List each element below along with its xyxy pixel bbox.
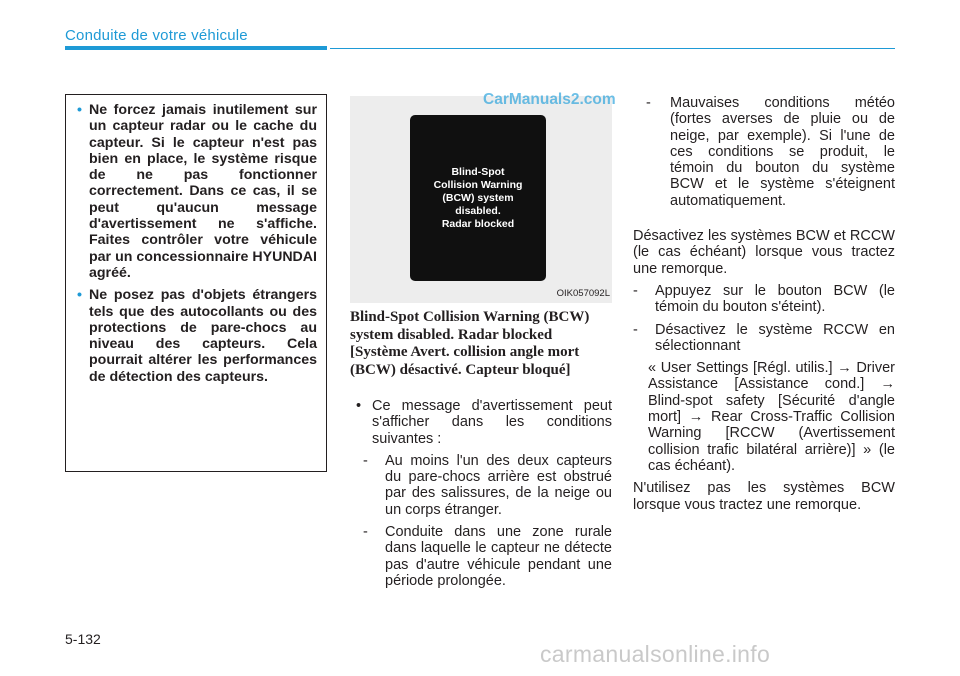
condition-item [363,453,612,518]
condition-text: Conduite dans une zone rurale dans laquelle le capteur ne détecte pas d'autre véhicule pendant une période prolongée. [385,524,612,589]
cluster-figure [350,96,612,303]
step-item [633,322,895,355]
header-rule-thick [65,46,327,50]
warning-item [76,287,317,385]
display-line: Radar blocked [441,217,515,230]
dash-marker: - [363,524,368,541]
display-line: Blind-Spot [451,165,505,178]
display-line: disabled. [455,204,501,217]
section-title: Conduite de votre véhicule [65,27,248,44]
list-item [350,398,612,447]
condition-item [646,95,895,209]
condition-text: Mauvaises conditions météo (fortes averses de pluie ou de neige, par exemple). Si l'une de ces conditions se produit, le témoin du bouton du système BCW et le système s'éteignent automatiquement. [670,95,895,209]
step-text: Appuyez sur le bouton BCW (le témoin du bouton s'éteint). [655,282,895,316]
item-text: Ce message d'avertissement peut s'afficher dans les conditions suivantes : [372,398,612,447]
bullet-icon: • [77,102,82,118]
header-rule-thin [330,48,895,49]
display-message [434,166,523,231]
watermark-top[interactable]: CarManuals2.com [483,91,616,108]
paragraph: N'utilisez pas les systèmes BCW lorsque vous tractez une remorque. [633,480,895,513]
figure-code: OIK057092L [556,288,610,299]
condition-item [363,524,612,589]
dash-marker: - [633,282,638,299]
middle-column [350,398,612,595]
dash-marker: - [363,452,368,469]
bullet-icon: • [356,398,362,414]
warning-box [65,94,327,472]
dash-marker: - [646,95,651,111]
instrument-display [410,115,546,281]
page-number: 5-132 [65,631,101,647]
bullet-icon: • [77,287,82,304]
display-line: (BCW) system [442,191,514,204]
step-item [633,283,895,316]
display-line: Collision Warning [433,178,523,191]
warning-item [76,102,317,281]
warning-text: Ne posez pas d'objets étrangers tels que des autocollants ou des protections de pare-chocs au niveau des capteurs. Cela pourrait altérer les performances de détection des capteurs. [89,287,317,385]
dash-marker: - [633,321,638,338]
menu-path: « User Settings [Régl. utilis.] → Driver Assistance [Assistance cond.] → Blind-spot safety [Sécurité d'angle mort] → Rear Cross-Traffic Collision Warning [RCCW (Avertissement collision trafic bilatéral arrière)] » (le cas échéant). [648,360,895,474]
step-text: Désactivez le système RCCW en sélectionnant [655,321,895,354]
warning-text: Ne forcez jamais inutilement sur un capteur radar ou le cache du capteur. Si le capteur n'est pas bien en place, le système risque de ne pas fonctionner correctement. Dans ce cas, il se peut qu'aucun message d'avertissement ne s'affiche. Faites contrôler votre véhicule par un concessionnaire HYUNDAI agréé. [89,102,317,281]
paragraph: Désactivez les systèmes BCW et RCCW (le cas échéant) lorsque vous tractez une remorque. [633,228,895,277]
condition-text: Au moins l'un des deux capteurs du pare-chocs arrière est obstrué par des salissures, de la neige ou un corps étranger. [385,452,612,518]
figure-caption: Blind-Spot Collision Warning (BCW) system disabled. Radar blocked [Système Avert. collision angle mort (BCW) désactivé. Capteur bloqué] [350,309,590,378]
watermark-bottom[interactable]: carmanualsonline.info [540,641,771,667]
right-column [633,95,895,519]
